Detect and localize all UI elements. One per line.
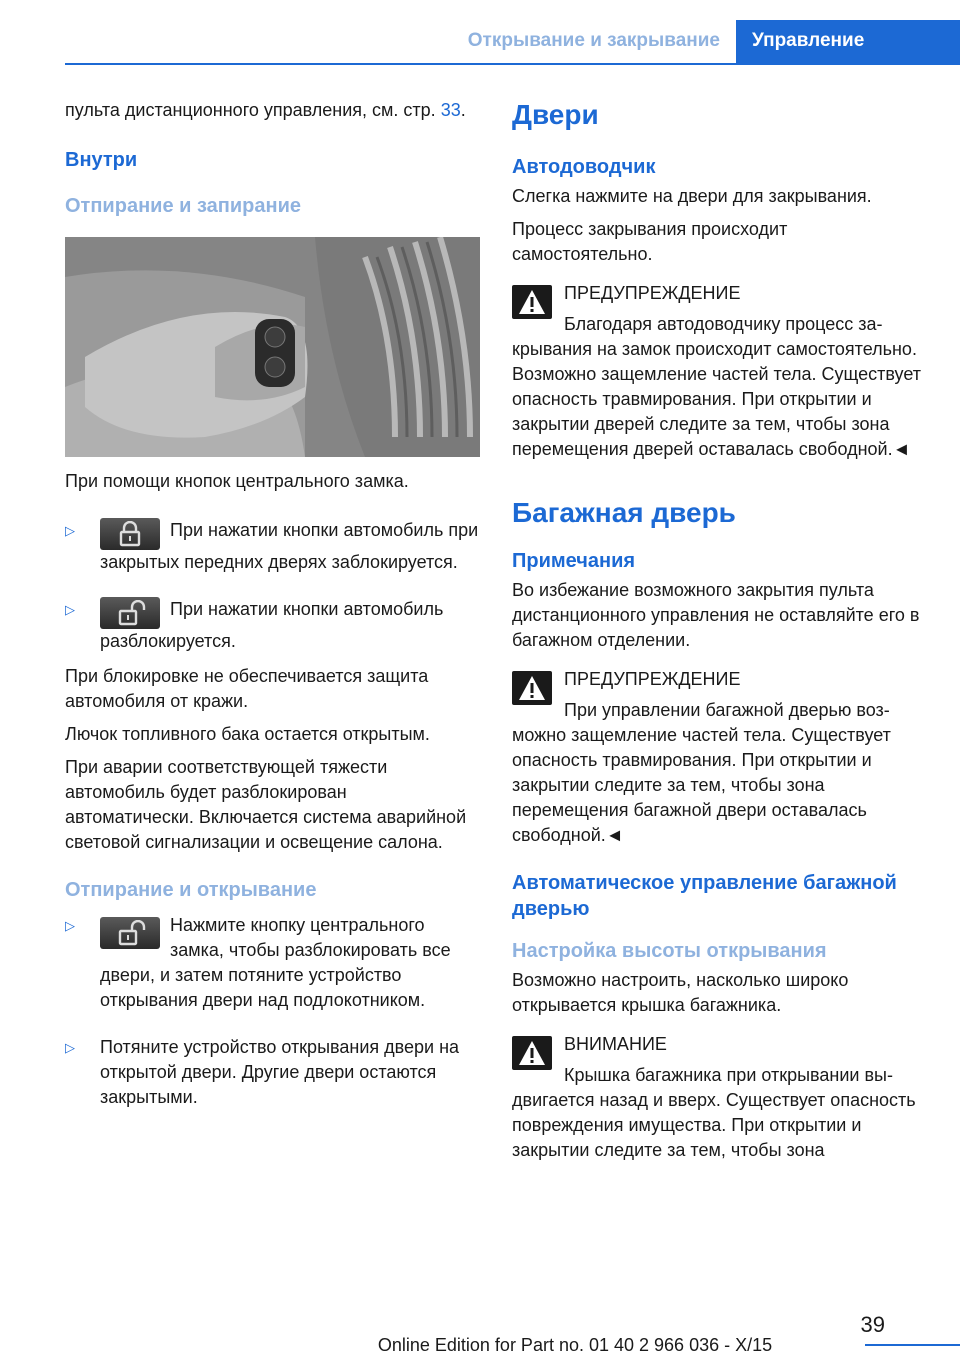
warning-2-body: можно защемление частей тела. Существует опасность травмирования. При открытии и закрытии следите за тем, чтобы зона перемещения багажной двери оставалась свободной.◄ <box>512 725 891 845</box>
warning-1-lead: Благодаря автодоводчику процесс за- <box>564 314 883 334</box>
warning-2-title: ПРЕДУПРЕЖДЕНИЕ <box>564 669 741 689</box>
heading-notes: Примечания <box>512 550 636 572</box>
list-item-pull <box>65 1035 480 1110</box>
footer-edition: Online Edition for Part no. 01 40 2 966 036 - X/15 <box>377 1335 773 1355</box>
paragraph-theft: При блокировке не обеспечивается защита автомобиля от кражи. <box>65 666 429 711</box>
heading-doors: Двери <box>512 99 599 130</box>
warning-block-1 <box>512 281 932 462</box>
paragraph-fuel: Лючок топливного бака остается открытым. <box>65 724 430 744</box>
warning-block-3 <box>512 1032 932 1163</box>
heading-tailgate: Багажная дверь <box>512 497 736 528</box>
door-handle-photo <box>65 237 480 457</box>
warning-triangle-icon <box>512 671 552 705</box>
list-item-press-text: Нажмите кнопку центрального замка, чтобы разблокировать все двери, и затем потяните устройство открывания двери над подлокотником. <box>100 915 451 1010</box>
paragraph-notes: Во избежание возможного закрытия пульта дистанционного управления не оставляйте его в багажном отделении. <box>512 580 920 650</box>
triangle-right-icon: ▷ <box>65 1040 75 1055</box>
header-rule <box>65 63 960 65</box>
warning-2-lead: При управлении багажной дверью воз- <box>564 700 890 720</box>
paragraph-height: Возможно настроить, насколько широко открывается крышка багажника. <box>512 970 849 1015</box>
heading-inside: Внутри <box>65 149 138 171</box>
warning-1-title: ПРЕДУПРЕЖДЕНИЕ <box>564 283 741 303</box>
intro-text: пульта дистанционного управления, см. стр. <box>65 100 436 120</box>
triangle-right-icon: ▷ <box>65 523 75 538</box>
page-link[interactable]: 33 <box>440 100 461 120</box>
photo-caption: При помощи кнопок центрального замка. <box>65 471 409 491</box>
warning-block-2 <box>512 667 932 848</box>
paragraph-press: Слегка нажмите на двери для закрывания. <box>512 186 872 206</box>
warning-triangle-icon <box>512 285 552 319</box>
intro-end: . <box>460 100 466 120</box>
paragraph-process: Процесс закрывания происходит самостоятельно. <box>512 219 788 264</box>
warning-3-body: двигается назад и вверх. Существует опасность повреждения имущества. При открытии и закрытии следите за тем, чтобы зона <box>512 1090 916 1160</box>
lock-open-icon <box>100 917 160 949</box>
list-item-lock-text: При нажатии кнопки автомобиль при закрытых передних дверях заблокируется. <box>100 520 479 572</box>
lock-closed-icon <box>100 518 160 550</box>
list-item-press <box>65 913 480 1013</box>
triangle-right-icon: ▷ <box>65 918 75 933</box>
warning-1-body: крывания на замок происходит самостоятельно. Возможно защемление частей тела. Существует опасность травмирования. При открытии и закрытии дверей следите за тем, чтобы зона перемещения дверей оставалась свободной.◄ <box>512 339 921 459</box>
heading-soft-close: Автодоводчик <box>512 156 656 178</box>
page-number: 39 <box>860 1312 885 1337</box>
list-item-lock <box>65 518 480 575</box>
warning-3-lead: Крышка багажника при открывании вы- <box>564 1065 893 1085</box>
paragraph-accident: При аварии соответствующей тяжести автомобиль будет разблокирован автоматически. Включается система аварийной световой сигнализации и освещение салона. <box>65 757 467 852</box>
header-chapter-tab: Управление <box>736 20 960 65</box>
left-column <box>65 98 480 1120</box>
lock-open-icon <box>100 597 160 629</box>
warning-triangle-icon <box>512 1036 552 1070</box>
heading-unlock-lock: Отпирание и запирание <box>65 195 301 217</box>
heading-auto-tailgate: Автоматическое управление багажной дверью <box>512 872 897 920</box>
header-section-title: Открывание и закрывание <box>467 30 720 51</box>
list-item-unlock-text: При нажатии кнопки автомобиль разблокируется. <box>100 599 444 651</box>
warning-3-title: ВНИМАНИЕ <box>564 1034 667 1054</box>
intro-paragraph <box>65 98 480 123</box>
list-item-pull-text: Потяните устройство открывания двери на открытой двери. Другие двери остаются закрытыми. <box>100 1037 460 1107</box>
heading-unlock-open: Отпирание и открывание <box>65 879 317 901</box>
triangle-right-icon: ▷ <box>65 602 75 617</box>
list-item-unlock <box>65 597 480 654</box>
right-column <box>512 98 932 1171</box>
heading-opening-height: Настройка высоты открывания <box>512 940 827 962</box>
